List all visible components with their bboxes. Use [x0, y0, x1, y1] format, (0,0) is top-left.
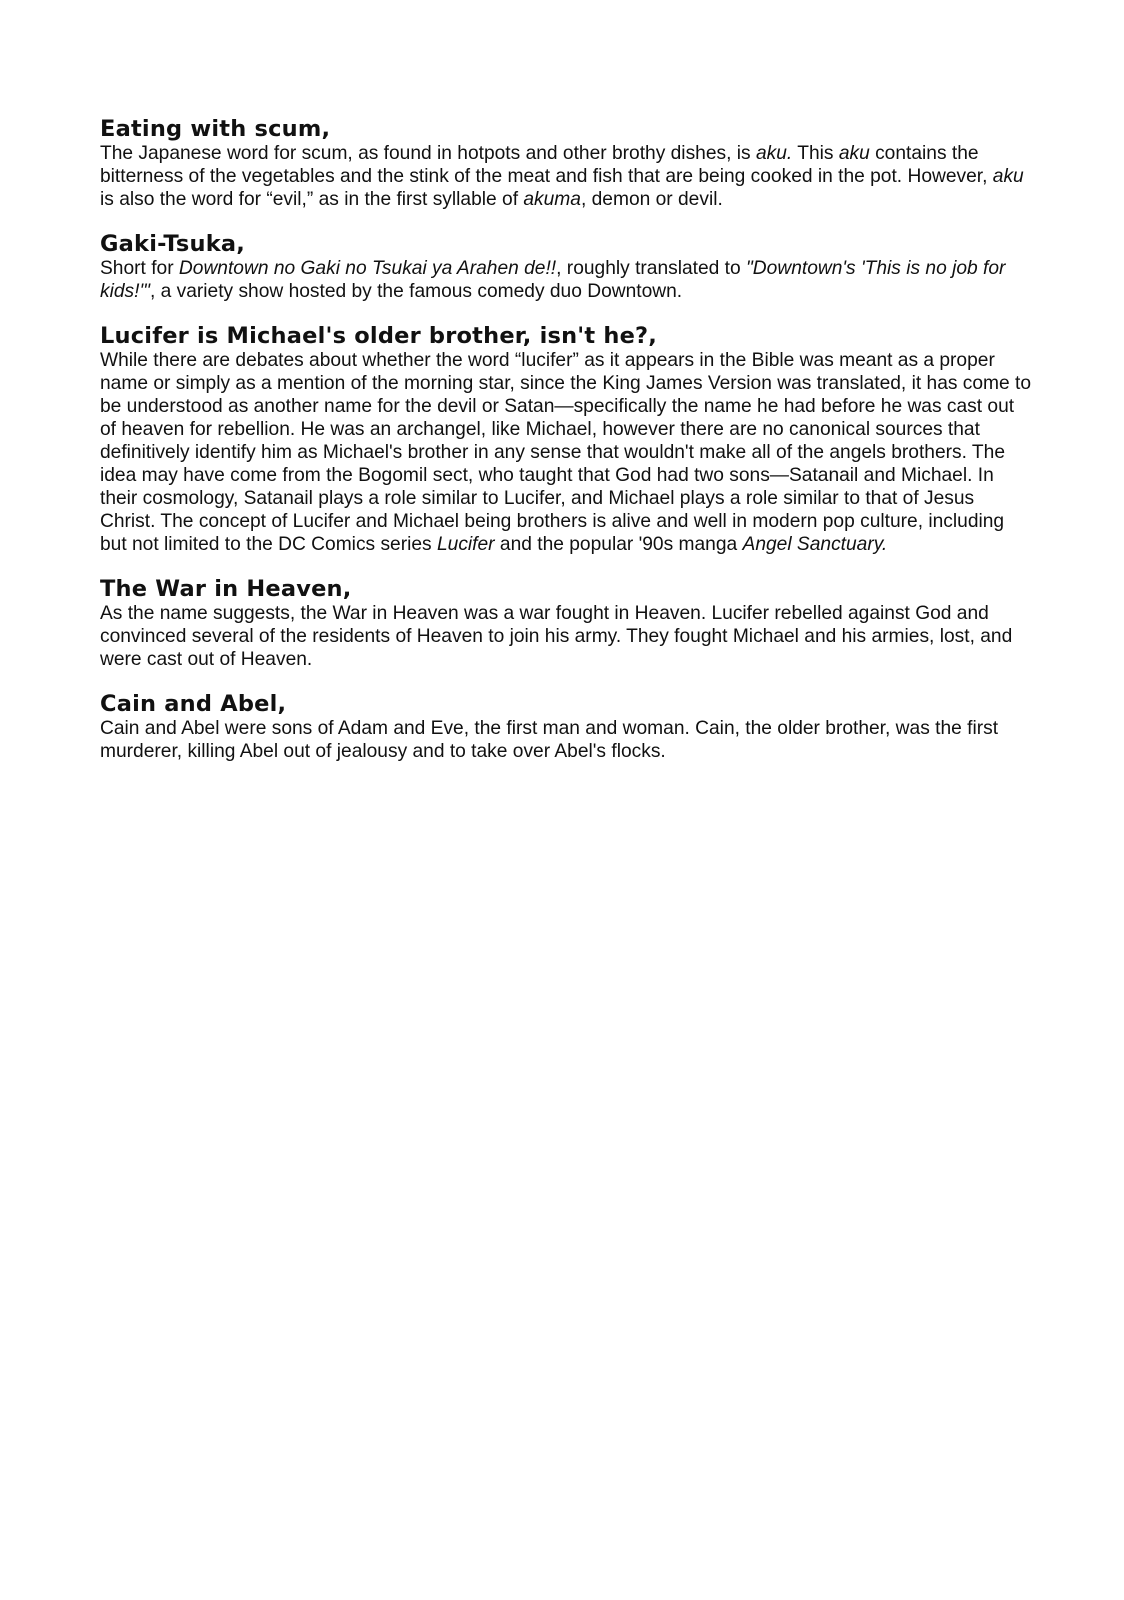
note-heading: Eating with scum, — [100, 116, 331, 142]
note-section — [100, 576, 1032, 671]
note-text: , demon or devil. — [580, 189, 723, 210]
note-body — [100, 349, 1032, 556]
note-body — [100, 257, 1032, 303]
note-text: Short for — [100, 258, 179, 279]
note-body — [100, 602, 1032, 671]
note-heading: The War in Heaven, — [100, 576, 352, 602]
note-text: , a variety show hosted by the famous comedy duo Downtown. — [149, 281, 683, 302]
note-text: is also the word for “evil,” as in the first syllable of — [100, 189, 524, 210]
note-italic-term: Downtown no Gaki no Tsukai ya Arahen de!! — [178, 258, 557, 279]
translation-notes-page — [100, 116, 1032, 783]
note-italic-term: akuma — [523, 189, 581, 210]
note-italic-term: aku — [992, 166, 1024, 187]
note-text: and the popular '90s manga — [494, 534, 743, 555]
note-text: The Japanese word for scum, as found in hotpots and other brothy dishes, is — [100, 143, 756, 164]
note-italic-term: Angel Sanctuary. — [742, 534, 888, 555]
note-section — [100, 116, 1032, 211]
note-section — [100, 691, 1032, 763]
note-italic-term: Lucifer — [436, 534, 495, 555]
note-body — [100, 717, 1032, 763]
note-text: , roughly translated to — [556, 258, 746, 279]
note-heading: Cain and Abel, — [100, 691, 287, 717]
note-italic-term: aku — [838, 143, 870, 164]
note-text: Cain and Abel were sons of Adam and Eve, the first man and woman. Cain, the older brother, was the first murderer, killing Abel out of jealousy and to take over Abel's flocks. — [100, 718, 999, 762]
note-body — [100, 142, 1032, 211]
note-italic-term: aku. — [755, 143, 793, 164]
note-heading: Lucifer is Michael's older brother, isn't he?, — [100, 323, 658, 349]
note-text: As the name suggests, the War in Heaven was a war fought in Heaven. Lucifer rebelled against God and convinced several of the residents of Heaven to join his army. They fought Michael and his armies, lost, and were cast out of Heaven. — [100, 603, 1013, 670]
note-section — [100, 231, 1032, 303]
note-text: This — [792, 143, 839, 164]
note-text: While there are debates about whether the word “lucifer” as it appears in the Bible was meant as a proper name or simply as a mention of the morning star, since the King James Version was translated, it has come to be understood as another name for the devil or Satan—specifically the name he had before he was cast out of heaven for rebellion. He was an archangel, like Michael, however there are no canonical sources that definitively identify him as Michael's brother in any sense that wouldn't make all of the angels brothers. The idea may have come from the Bogomil sect, who taught that God had two sons—Satanail and Michael. In their cosmology, Satanail plays a role similar to Lucifer, and Michael plays a role similar to that of Jesus Christ. The concept of Lucifer and Michael being brothers is alive and well in modern pop culture, including but not limited to the DC Comics series — [100, 350, 1032, 555]
note-text: contains the bitterness of the vegetables and the stink of the meat and fish that are being cooked in the pot. However, — [100, 143, 993, 187]
note-section — [100, 323, 1032, 556]
note-italic-term: "Downtown's 'This is no job for kids!'" — [100, 258, 1006, 302]
note-heading: Gaki-Tsuka, — [100, 231, 246, 257]
